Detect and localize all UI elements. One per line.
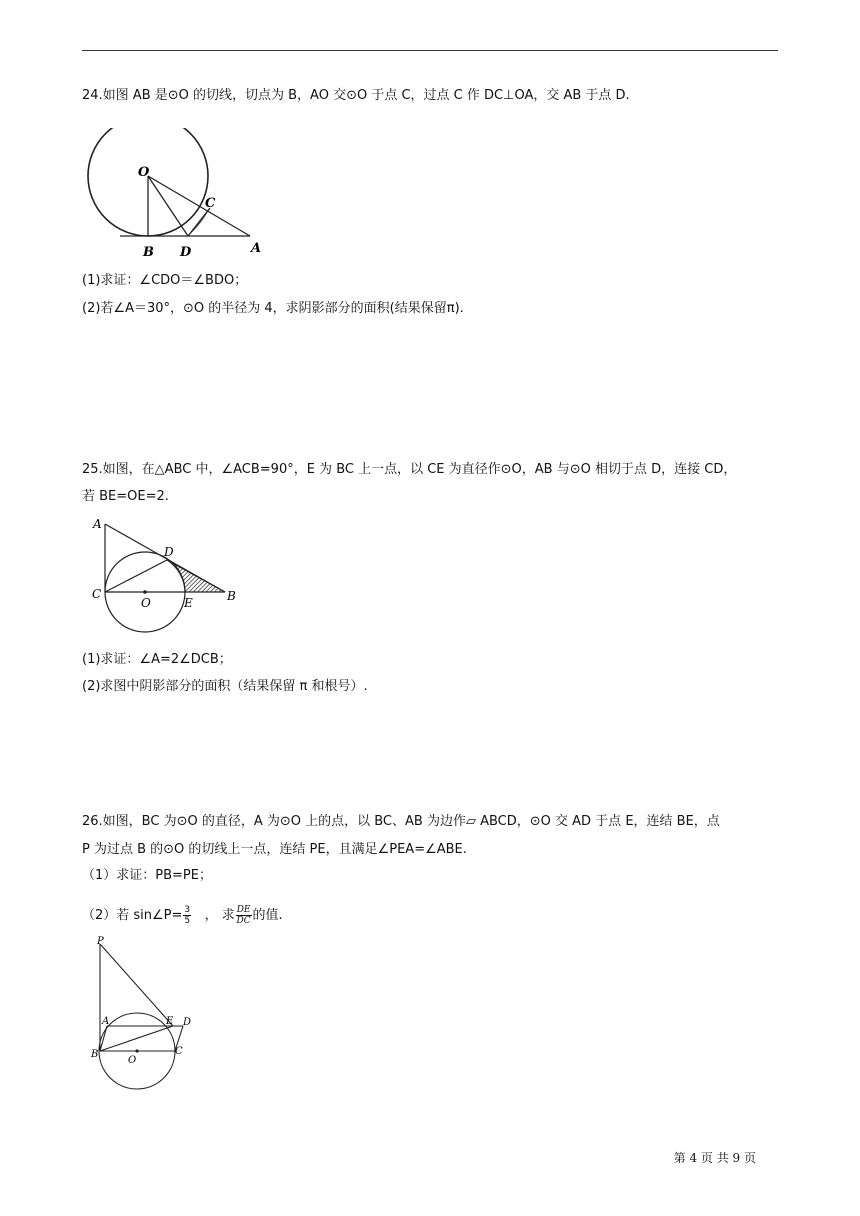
q24-label-O: O [138,165,150,180]
q26-label-O: O [128,1055,137,1066]
q25-figure [86,512,246,636]
q26-sin-fraction [183,905,191,926]
q25-label-D: D [164,545,174,559]
q25-label-E: E [184,596,193,610]
header-rule [82,50,778,51]
q26-part2-prefix: （2）若 sin∠P= [82,908,183,923]
q24-figure [80,128,270,262]
q26-label-P: P [97,936,104,947]
q24-line-OA [148,176,250,236]
q26-sin-denominator: 5 [184,916,191,926]
q24-part1: (1)求证：∠CDO＝∠BDO； [82,273,248,288]
q25-stem-line2: 若 BE=OE=2. [82,489,169,504]
q26-ratio-denominator: DC [236,916,251,926]
q25-stem-line1: 25.如图，在△ABC 中，∠ACB=90°，E 为 BC 上一点，以 CE 为直径作⊙O，AB 与⊙O 相切于点 D，连接 CD， [82,462,737,477]
page-footer: 第 4 页 共 9 页 [673,1151,756,1165]
q26-part2 [82,905,283,926]
q26-stem-line2: P 为过点 B 的⊙O 的切线上一点，连结 PE，且满足∠PEA=∠ABE. [82,842,467,857]
q26-label-A: A [102,1016,110,1027]
q26-ratio-fraction [236,905,252,926]
q26-part2-suffix: 的值. [252,908,283,923]
q26-label-B: B [91,1049,99,1060]
q26-sin-numerator: 3 [184,905,191,915]
q24-part2: (2)若∠A＝30°，⊙O 的半径为 4，求阴影部分的面积(结果保留π). [82,301,464,316]
q25-label-B: B [227,589,236,603]
q25-label-C: C [92,587,102,601]
q26-part1: （1）求证：PB=PE； [82,868,212,883]
q25-label-A: A [93,517,102,531]
q26-label-E: E [166,1016,174,1027]
q25-label-O: O [141,596,151,610]
q24-label-A: A [251,241,262,256]
q25-part2: (2)求图中阴影部分的面积（结果保留 π 和根号）. [82,679,368,694]
q24-label-D: D [180,245,192,260]
q25-line-CD [105,560,167,592]
q26-line-PE [100,944,173,1026]
q24-label-C: C [205,196,216,211]
q24-line-CD [188,208,210,236]
q26-figure [88,932,208,1092]
q26-part2-mid: ， 求 [204,908,235,923]
q25-center-dot [143,590,147,594]
q26-label-D: D [183,1017,192,1028]
q24-stem: 24.如图 AB 是⊙O 的切线，切点为 B，AO 交⊙O 于点 C，过点 C 作 DC⊥OA，交 AB 于点 D. [82,88,630,103]
q26-ratio-numerator: DE [236,905,251,915]
q26-label-C: C [175,1046,183,1057]
q24-line-OD [148,176,188,236]
q25-part1: (1)求证：∠A=2∠DCB； [82,652,232,667]
q26-stem-line1: 26.如图，BC 为⊙O 的直径，A 为⊙O 上的点，以 BC、AB 为边作▱ ABCD，⊙O 交 AD 于点 E，连结 BE，点 [82,814,720,829]
q26-center-dot [135,1049,138,1052]
q26-line-BE [100,1026,173,1051]
q24-label-B: B [143,245,154,260]
